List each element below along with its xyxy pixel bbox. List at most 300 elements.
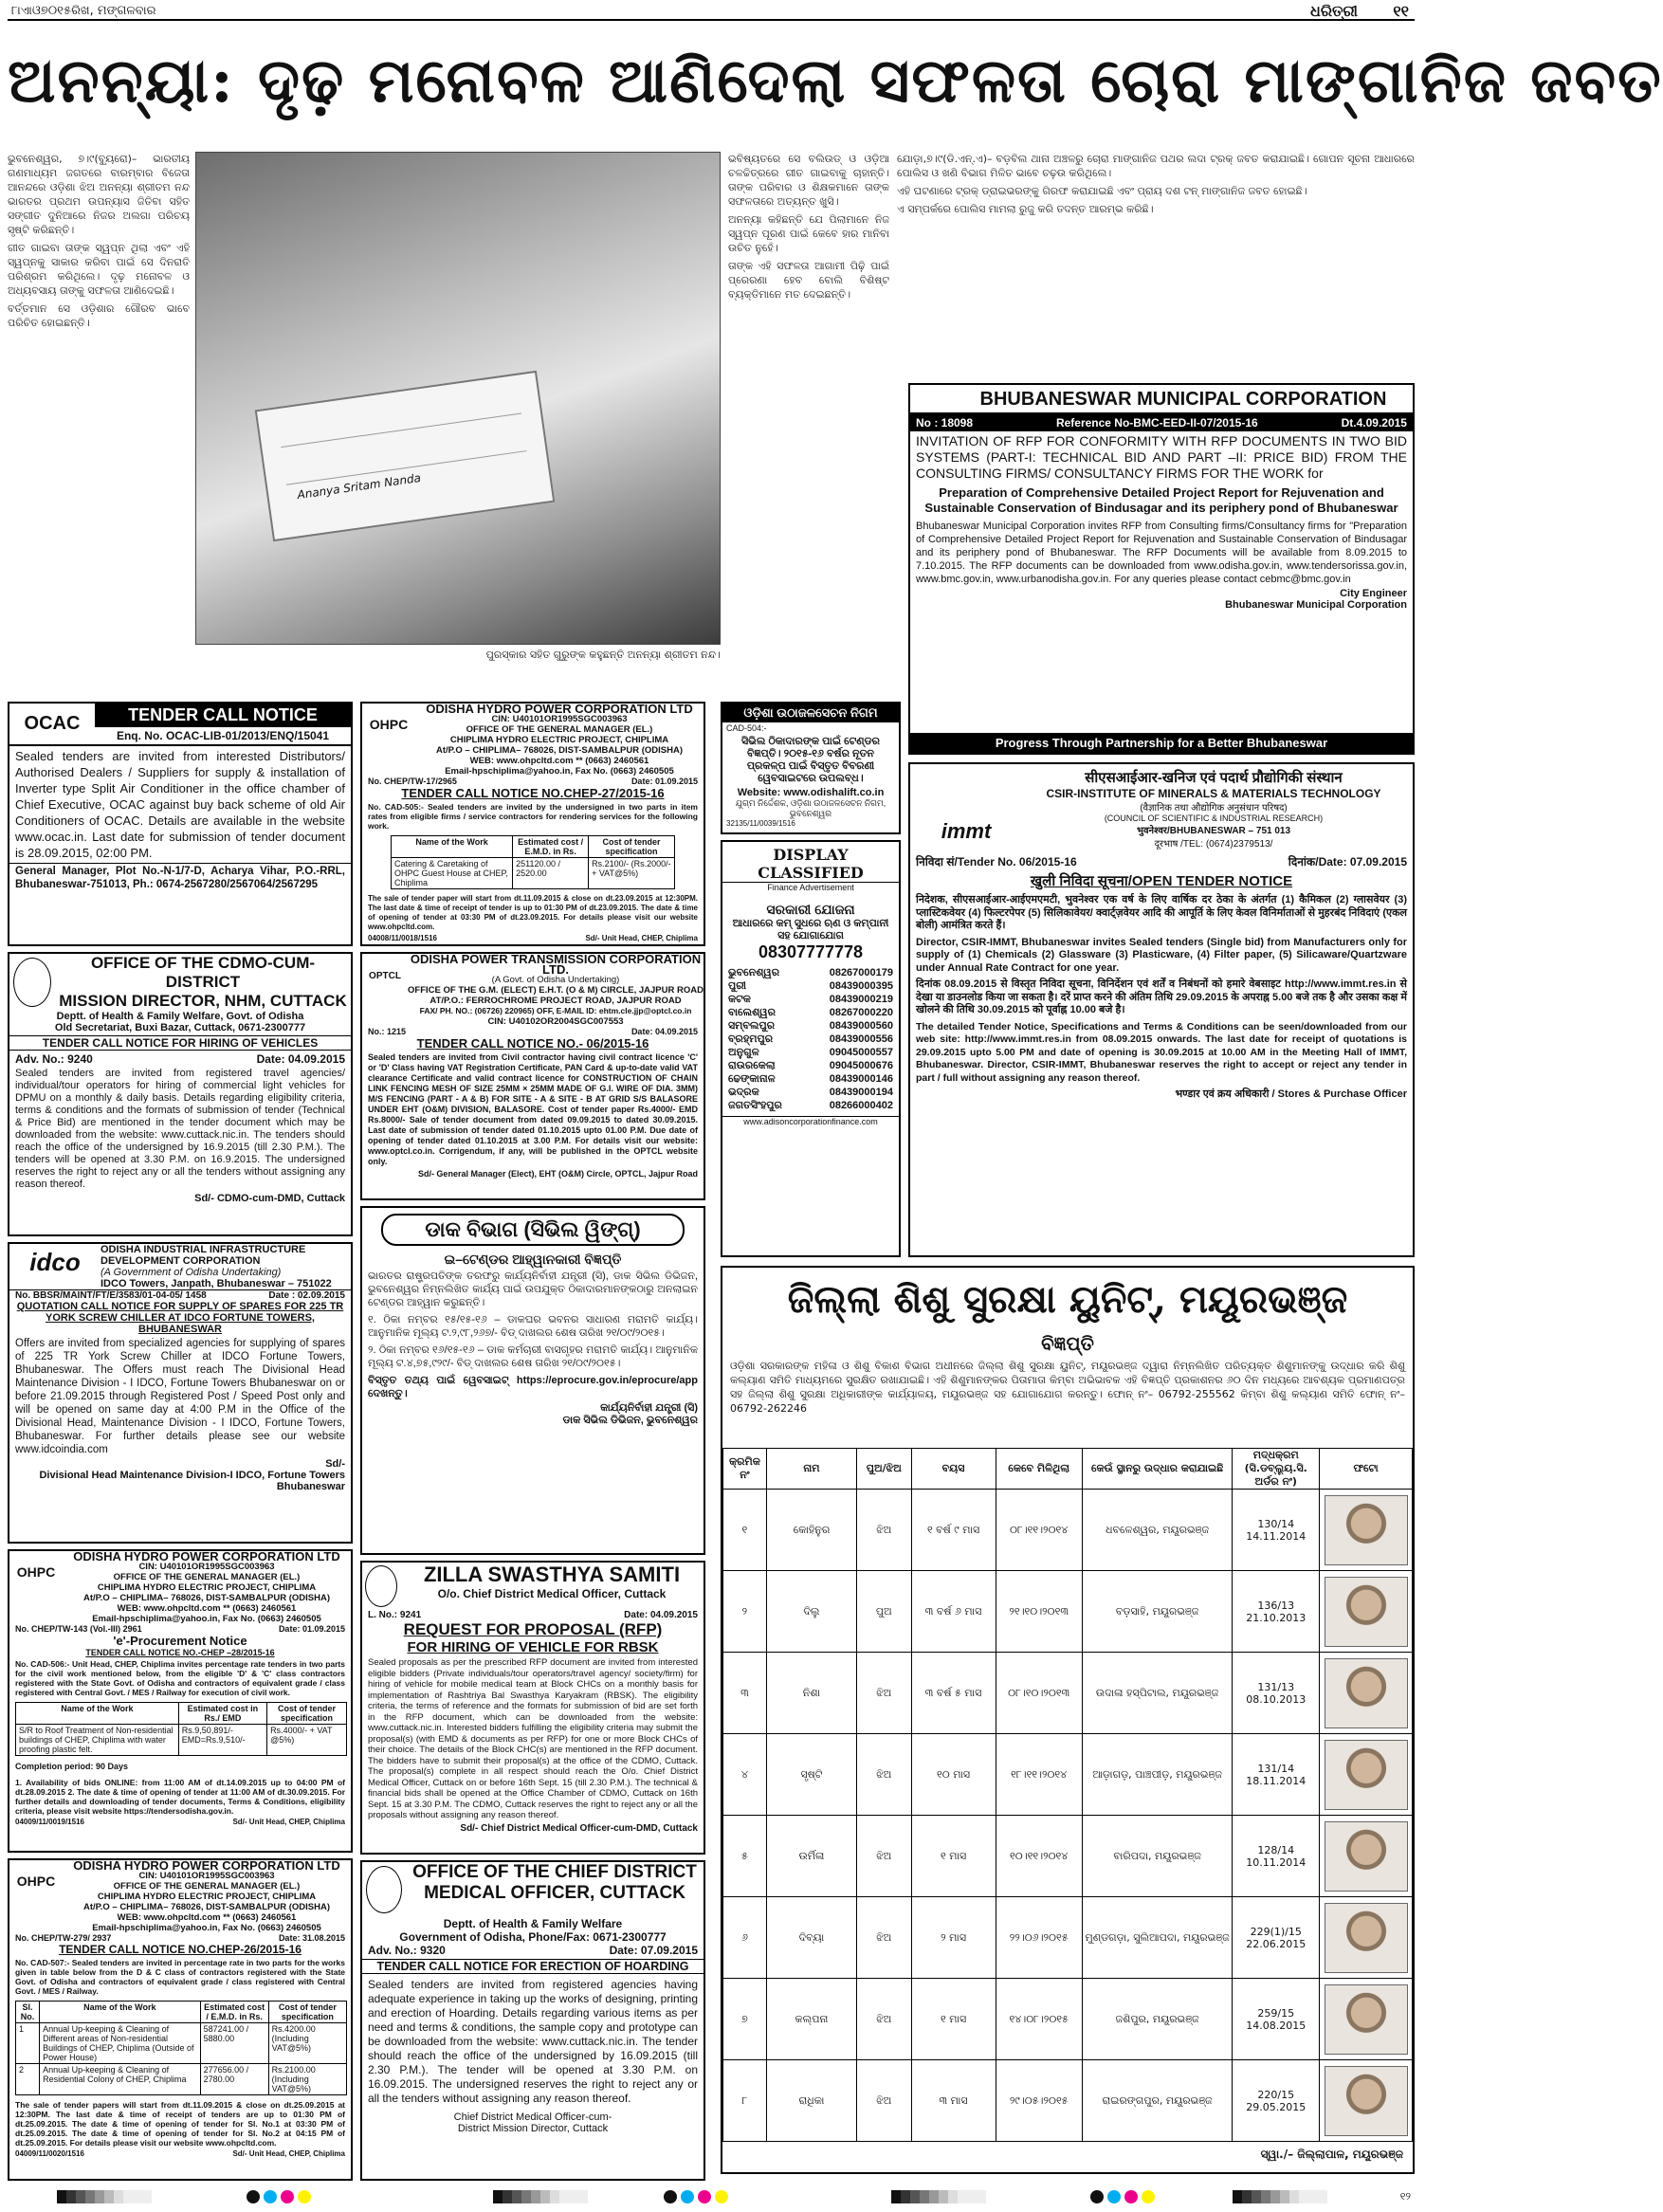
table-cell: ୧୪।୦୮।୨୦୧୫	[996, 1979, 1082, 2060]
table-cell: Rs.2100.00 (Including VAT@5%)	[268, 2064, 346, 2095]
bmc-number: No : 18098	[916, 416, 974, 430]
postal-ad	[360, 1206, 705, 1555]
paper-name: ଧରିତ୍ରୀ	[1310, 2, 1358, 20]
zss-body: Sealed proposals as per the prescribed RFP document are invited from interested eligible bidders (Private individuals/tour operators/travel agency/ society/firm) for hiring of vehicle for mobile medical team at Block CHCs on a monthly basis for implementation of Rashtriya Bal Swasthya Karyakram (RBSK). The eligibility criteria, the terms of reference and the formats for submission of bid are set forth in the RFP document, which can be downloaded from the website: www.cuttack.nic.in. Interested bidders fulfilling the eligibility criteria may submit the proposal(s) (with EMD & documents as per RFP) for one or more Block CHCs of their choice. The details of the Block CHC(s) are mentioned in the RFP document. The bidders have to submit their proposal(s) at the office of the CDMO, Cuttack. The proposal(s) complete in all respect should reach the O/o. Chief District Medical Officer, Cuttack on or before 16th Sept. 15 (till 2.30 P.M.). The technical & financial bids shall be opened at the Office Chamber of CDMO, Cuttack on 16th Sept. 15 at 3.30 P.M. The CDMO, Cuttack reserves the right to reject any or all the proposals without assigning any reason thereof.	[368, 1657, 698, 1820]
ohpc2-date: Date: 31.08.2015	[278, 1933, 345, 1943]
cdmo-hoarding-ad	[360, 1860, 705, 2181]
lift-code: 32135/11/0039/1516	[726, 819, 795, 828]
cdmo-header	[9, 954, 351, 1011]
table-cell: ୩	[723, 1653, 767, 1734]
table-cell	[1320, 1571, 1413, 1653]
zilla-signatory: ସ୍ୱା./– ଜିଲ୍ଲାପାଳ, ମୟୂରଭଞ୍ଜ	[1260, 2148, 1403, 2161]
cmyk-marks	[247, 2190, 311, 2203]
bmc-reference: Reference No-BMC-EED-II-07/2015-16	[1055, 416, 1258, 430]
immt-date: दिनांक/Date: 07.09.2015	[1288, 855, 1407, 868]
table-header-cell: Name of the Work	[40, 2002, 201, 2023]
ohpc2-office: OFFICE OF THE GENERAL MANAGER (EL.)	[113, 1881, 301, 1892]
classified-sub: Finance Advertisement	[767, 883, 854, 892]
table-cell: ମୁଣ୍ଡଗଡ଼ା, ସୁଲିଆପଦା, ମୟୂରଭଞ୍ଜ	[1082, 1897, 1233, 1979]
ohpc3-header	[362, 704, 704, 777]
table-header-cell: Sl. No.	[16, 2002, 40, 2023]
ohpc2-title-block	[63, 1860, 351, 1933]
table-cell: ଧବଳେଶ୍ୱର, ମୟୂରଭଞ୍ଜ	[1082, 1490, 1233, 1571]
table-row	[723, 1490, 1413, 1571]
ohpc1-ref: No. CHEP/TW-143 (Vol.-III) 2961	[15, 1624, 142, 1634]
table-cell: 229(1)/15 22.06.2015	[1233, 1897, 1320, 1979]
table-row	[16, 1725, 347, 1756]
yellow-dot-icon	[715, 2190, 728, 2203]
idco-header	[9, 1244, 351, 1290]
optcl-fax: FAX/ PH. NO.: (06726) 220965) OFF, E-MAIL ID: ehtm.cle.jjp@optcl.co.in	[419, 1006, 692, 1015]
optcl-signatory: Sd/- General Manager (Elect), EHT (O&M) Circle, OPTCL, Jajpur Road	[417, 1169, 698, 1179]
table-cell: ନିଶା	[766, 1653, 856, 1734]
optcl-title-block	[408, 954, 704, 1027]
idco-notice-bar: QUOTATION CALL NOTICE FOR SUPPLY OF SPARES FOR 225 TR YORK SCREW CHILLER AT IDCO FORTUNE TOWERS, BHUBANESWAR	[16, 1301, 344, 1335]
zilla-child-protection-notice	[721, 1266, 1415, 2174]
ohpc3-cin: CIN: U40101OR1995SGC003963	[491, 714, 628, 724]
postal-item: ୧. ଠିକା ନମ୍ବର ୧୫/୧୫-୧୬ – ଡାକଘର ଭବନର ସାଧାରଣ ମରାମତି କାର୍ଯ୍ୟ। ଆନୁମାନିକ ମୂଲ୍ୟ ଟ.୨,୯୮,୨୬୭/- ବିଡ୍ ଦାଖଲର ଶେଷ ତାରିଖ ୨୧/୦୯/୨୦୧୫।	[368, 1314, 698, 1339]
ohpc2-email: Email-hpschiplima@yahoo.in, Fax No. (0663) 2460505	[92, 1923, 321, 1933]
city-phone: 09045000557	[829, 1047, 893, 1058]
ocac-enquiry: Enq. No. OCAC-LIB-01/2013/ENQ/15041	[116, 729, 330, 742]
ohpc2-title: ODISHA HYDRO POWER CORPORATION LTD	[73, 1858, 340, 1873]
immt-sub-hindi: (वैज्ञानिक तथा औद्योगिक अनुसंधान परिषद)	[1140, 803, 1288, 814]
table-cell: ଉଦାଳା ହସ୍ପିଟାଲ, ମୟୂରଭଞ୍ଜ	[1082, 1653, 1233, 1734]
zss-ref-row	[362, 1610, 704, 1620]
table-cell: ରାଇରଙ୍ଗପୁର, ମୟୂରଭଞ୍ଜ	[1082, 2060, 1233, 2142]
optcl-office: OFFICE OF THE G.M. (ELECT) E.H.T. (O & M) CIRCLE, JAJPUR ROAD	[408, 985, 704, 996]
table-cell: Annual Up-keeping & Cleaning of Different areas of Non-residential Buildings of CHEP, Chiplima (Outside of Power House)	[40, 2023, 201, 2064]
zss-header	[362, 1563, 704, 1610]
table-cell: ୩ ବର୍ଷ ୫ ମାସ	[911, 1653, 996, 1734]
story-paragraph: ଯୋଡ଼ା,୭।୯(ଡି.ଏନ୍.ଏ)– ବଡ଼ବିଲ ଥାନା ଅଞ୍ଚଳରୁ ଚୋରା ମାଙ୍ଗାନିଜ ପଥର ଲଦା ଟ୍ରକ୍ ଜବତ କରାଯାଇଛି। ଗୋପନ ସୂଚନା ଆଧାରରେ ପୋଲିସ ଓ ଖଣି ବିଭାଗ ମିଳିତ ଭାବେ ଚଢ଼ଉ କରିଥିଲେ।	[897, 153, 1415, 179]
table-header-cell: Estimated cost / E.M.D. in Rs.	[513, 836, 589, 858]
lift-body: ସିଭିଲ ଠିକାଦାରଙ୍କ ପାଇଁ ଟେଣ୍ଡର ବିଜ୍ଞପ୍ତି। ୨୦୧୫-୧୬ ବର୍ଷର ନୂତନ ପ୍ରକଳ୍ପ ପାଇଁ ବିସ୍ତୃତ ବିବରଣୀ ୱେବସାଇଟରେ ଉପଲବ୍ଧ।	[740, 736, 881, 784]
ohpc3-address: At/P.O – CHIPLIMA– 768026, DIST-SAMBALPUR (ODISHA)	[435, 745, 684, 756]
story-column-1	[8, 152, 190, 679]
ohpc1-code: 04009/11/0019/1516	[15, 1817, 84, 1826]
photo-caption: ପୁରସ୍କାର ସହିତ ଗୁରୁଙ୍କ କହୁଛନ୍ତି ଅନନ୍ୟା ଶ୍ରୀତମ ନନ୍ଦ।	[485, 649, 721, 661]
immt-tender-no: निविदा सं/Tender No. 06/2015-16	[916, 855, 1077, 868]
cdmo-title-2: MISSION DIRECTOR, NHM, CUTTACK	[59, 992, 347, 1010]
issue-date: ୮ାଏାଓ୭୦୧୫ରିଖ, ମଙ୍ଗଳବାର	[11, 4, 156, 18]
child-photo	[1325, 1740, 1408, 1810]
idco-title-block	[101, 1244, 351, 1289]
postal-signatory-office: ଡାକ ସିଭିଲ ଡିଭିଜନ, ଭୁବନେଶ୍ୱର	[562, 1415, 698, 1426]
ohpc1-header	[9, 1551, 351, 1624]
table-cell: ଝିଅ	[857, 2060, 911, 2142]
ohpc3-notes: The sale of tender paper will start from dt.11.09.2015 & close on dt.23.09.2015 at 12:30PM. The last date & time of receipt of tender is up to 01:30 PM of dt.23.09.2015. The date & time of opening of tender at 03:30 PM of dt.23.09.2015. For details please visit our website www.ohpcltd.com.	[368, 894, 698, 931]
idco-title-1: ODISHA INDUSTRIAL INFRASTRUCTURE	[101, 1244, 306, 1255]
odisha-lift-ad	[721, 702, 901, 834]
table-header-cell: Name of the Work	[16, 1703, 179, 1725]
table-header-cell: Cost of tender specification	[267, 1703, 347, 1725]
zilla-table-body	[723, 1490, 1413, 2142]
story-column-3	[897, 152, 1415, 379]
city-name: ଅନୁଗୁଳ	[728, 1047, 759, 1058]
grayscale-bar	[1233, 2190, 1327, 2203]
table-cell: ଉର୍ମିଳା	[766, 1816, 856, 1897]
table-cell: ଜଶିପୁର, ମୟୂରଭଞ୍ଜ	[1082, 1979, 1233, 2060]
postal-item: ୨. ଠିକା ନମ୍ବର ୧୬/୧୫-୧୬ – ଡାକ କର୍ମଚାରୀ ବାସଗୃହର ମରାମତି କାର୍ଯ୍ୟ। ଆନୁମାନିକ ମୂଲ୍ୟ ଟ.୪,୭୫,୯୨୯/- ବିଡ୍ ଦାଖଲର ଶେଷ ତାରିଖ ୨୧/୦୯/୨୦୧୫।	[368, 1344, 698, 1369]
city-phone: 08439000560	[829, 1020, 893, 1032]
black-dot-icon	[1090, 2190, 1104, 2203]
ohpc3-unit: CHIPLIMA HYDRO ELECTRIC PROJECT, CHIPLIMA	[449, 735, 669, 745]
list-item	[728, 1033, 893, 1046]
grayscale-bar	[57, 2190, 152, 2203]
table-row	[392, 858, 675, 889]
table-cell: ୨୧।୧୦।୨୦୧୩	[996, 1571, 1082, 1653]
ohpc1-sub: TENDER CALL NOTICE NO.-CHEP –28/2015-16	[85, 1648, 275, 1657]
ohpc2-foot-row	[9, 2149, 351, 2158]
list-item	[728, 1059, 893, 1072]
postal-body: ଭାରତର ରାଷ୍ଟ୍ରପତିଙ୍କ ତରଫରୁ କାର୍ଯ୍ୟନିର୍ବାହୀ ଯନ୍ତ୍ରୀ (ସି), ଡାକ ସିଭିଲ ଡିଭିଜନ, ଭୁବନେଶ୍ୱର ନିମ୍ନଲିଖିତ କାର୍ଯ୍ୟ ପାଇଁ ଉପଯୁକ୍ତ ଠିକାଦାରମାନଙ୍କଠାରୁ ଅନଲାଇନ ଟେଣ୍ଡର ଆହ୍ୱାନ କରୁଛନ୍ତି।	[368, 1271, 698, 1308]
list-item	[728, 1006, 893, 1019]
check-name: Ananya Sritam Nanda	[296, 470, 422, 503]
footer-page-mark: ୧୨	[1399, 2190, 1411, 2203]
ohpc2-address: At/P.O – CHIPLIMA– 768026, DIST-SAMBALPUR (ODISHA)	[82, 1902, 331, 1912]
ohpc1-table	[15, 1702, 347, 1756]
story-paragraph: ଅନନ୍ୟା କହିଛନ୍ତି ଯେ ପିଲାମାନେ ନିଜ ସ୍ୱପ୍ନ ପୂରଣ ପାଇଁ କେବେ ହାର ମାନିବା ଉଚିତ ନୁହେଁ।	[728, 213, 889, 254]
immt-body-2: The detailed Tender Notice, Specifications and Terms & Conditions can be seen/downloaded from our web site: http://www.immt.res.in from 08.09.2015 onwards. The last date for receipt of quotations is 29.09.2015 upto 5.00 PM and date of opening is 30.09.2015 at 10.00 AM in the Meeting Hall of IMMT, Bhubaneswar. Director, CSIR-IMMT, Bhubaneswar reserves the right to accept or reject any tender in part / full without assigning any reason thereof.	[916, 1020, 1407, 1084]
ohpc3-code: 04008/11/0018/1516	[368, 934, 437, 942]
magenta-dot-icon	[1124, 2190, 1138, 2203]
zss-rfp-1: REQUEST FOR PROPOSAL (RFP)	[403, 1620, 663, 1638]
award-check	[255, 371, 556, 541]
idco-title-2: DEVELOPMENT CORPORATION	[101, 1255, 261, 1267]
magenta-dot-icon	[698, 2190, 711, 2203]
ohpc1-web: WEB: www.ohpcltd.com ** (0663) 2460561	[117, 1603, 297, 1614]
main-headline: ଅନନ୍ୟା: ଦୃଢ଼ ମନୋବଳ ଆଣିଦେଲା ସଫଳତା ଚୋରା ମାଙ୍ଗାନିଜ ଜବତ	[8, 46, 1663, 117]
immt-ref-row	[910, 853, 1413, 869]
table-cell: ୦୮।୧୧।୨୦୧୪	[996, 1490, 1082, 1571]
city-phone: 08439000556	[829, 1033, 893, 1045]
story-paragraph: ଭବିଷ୍ୟତରେ ସେ ବଲିଉଡ୍ ଓ ଓଡ଼ିଆ ଚଳଚ୍ଚିତ୍ରରେ ଗୀତ ଗାଇବାକୁ ଚାହାନ୍ତି। ତାଙ୍କ ପରିବାର ଓ ଶିକ୍ଷକମାନେ ତାଙ୍କ ସଫଳତାରେ ଅତ୍ୟନ୍ତ ଖୁସି।	[728, 153, 889, 208]
city-name: ବାଲେଶ୍ୱର	[728, 1007, 776, 1018]
list-item	[728, 979, 893, 993]
table-cell: 2	[16, 2064, 40, 2095]
table-cell: ସୃଷ୍ଟି	[766, 1734, 856, 1816]
optcl-address: AT/P.O.: FERROCHROME PROJECT ROAD, JAJPUR ROAD	[429, 996, 682, 1006]
black-dot-icon	[664, 2190, 677, 2203]
table-header-cell: Name of the Work	[392, 836, 513, 858]
city-phone: 08267000220	[829, 1007, 893, 1018]
ohpc1-unit: CHIPLIMA HYDRO ELECTRIC PROJECT, CHIPLIMA	[97, 1582, 317, 1593]
lift-foot: ଯୁଗ୍ମ ନିର୍ଦ୍ଦେଶକ, ଓଡ଼ିଶା ଉଠାଜଳସେଚନ ନିଗମ, ଭୁବନେଶ୍ୱର	[735, 798, 886, 818]
cdmo-date: Date: 04.09.2015	[256, 1052, 345, 1066]
table-cell: ବଡ଼ସାହି, ମୟୂରଭଞ୍ଜ	[1082, 1571, 1233, 1653]
postal-sub: ଇ–ଟେଣ୍ଡର ଆହ୍ୱାନକାରୀ ବିଜ୍ଞପ୍ତି	[444, 1252, 622, 1267]
idco-ad	[8, 1242, 353, 1544]
table-cell: 220/15 29.05.2015	[1233, 2060, 1320, 2142]
ocac-body: Sealed tenders are invited from interested Distributors/ Authorised Dealers / Suppliers for supply & installation of Inverter type Split Air Conditioner in the office chamber of Chief Executive, OCAC against buy back scheme of old Air Conditioners of OCAC. Details are available in the website www.ocac.in. Last date for submission of tender document is 28.09.2015, 02:00 PM.	[15, 749, 345, 860]
check-line	[281, 412, 521, 448]
cdmo-signatory: Sd/- CDMO-cum-DMD, Cuttack	[194, 1193, 345, 1204]
zss-rfp-ad	[360, 1561, 705, 1855]
cdmo-vehicles-ad	[8, 952, 353, 1236]
table-cell	[1320, 1734, 1413, 1816]
city-name: ବ୍ରହ୍ମପୁର	[728, 1033, 774, 1045]
city-phone: 08266000402	[829, 1100, 893, 1111]
ohpc2-logo: OHPC	[16, 1874, 56, 1889]
table-cell: ୧୮।୧୧।୨୦୧୪	[996, 1734, 1082, 1816]
table-cell	[1320, 1979, 1413, 2060]
table-cell: Catering & Caretaking of OHPC Guest House at CHEP, Chiplima	[392, 858, 513, 889]
ohpc3-title: ODISHA HYDRO POWER CORPORATION LTD	[426, 702, 693, 716]
immt-header	[910, 764, 1413, 853]
table-header-row	[392, 836, 675, 858]
ohpc1-cin: CIN: U40101OR1995SGC003963	[138, 1562, 275, 1572]
zss-signatory: Sd/- Chief District Medical Officer-cum-DMD, Cuttack	[460, 1822, 698, 1834]
story-bottom-strip	[8, 667, 721, 696]
ohpc-tender-26-ad	[8, 1858, 353, 2181]
table-cell: ୦୮।୧୦।୨୦୧୩	[996, 1653, 1082, 1734]
optcl-ref-row	[362, 1027, 704, 1036]
table-cell: ୧	[723, 1490, 767, 1571]
page-footer	[0, 2183, 1422, 2212]
immt-sub: (COUNCIL OF SCIENTIFIC & INDUSTRIAL RESEARCH)	[1104, 814, 1324, 823]
ohpc2-header	[9, 1860, 351, 1933]
table-cell: ୫	[723, 1816, 767, 1897]
cdmo2-adv: Adv. No.: 9320	[368, 1944, 446, 1957]
ohpc2-ref: No. CHEP/TW-279/ 2937	[15, 1933, 112, 1943]
page-number: ୧୧	[1393, 2, 1409, 20]
city-name: ରାଉରକେଲା	[728, 1060, 776, 1071]
table-cell: ୨୯।୦୫।୨୦୧୫	[996, 2060, 1082, 2142]
lift-title: ଓଡ଼ିଶା ଉଠାଜଳସେଚନ ନିଗମ	[722, 704, 899, 722]
table-cell: ୮	[723, 2060, 767, 2142]
table-cell: ଦିବ୍ୟା	[766, 1897, 856, 1979]
ohpc1-completion: Completion period: 90 Days	[15, 1762, 129, 1771]
classified-offer-2: ଆଧାରରେ କମ୍ ସୁଧରେ ଋଣ ଓ କମ୍ପାନୀ ସହ ଯୋଗାଯୋଗ	[732, 918, 889, 941]
ohpc1-title-block	[63, 1551, 351, 1624]
table-header-cell: Estimated cost in Rs./ EMD	[178, 1703, 266, 1725]
ocac-title-block	[95, 704, 351, 744]
child-photo	[1325, 1821, 1408, 1892]
ohpc3-foot-row	[362, 934, 704, 942]
ohpc1-notice: 'e'-Procurement Notice	[113, 1634, 247, 1648]
table-cell: 277656.00 / 2780.00	[200, 2064, 268, 2095]
cdmo-body: Sealed tenders are invited from registered travel agencies/ individual/tour operators for hiring of commercial light vehicles for DPMU on a monthly & daily basis. Details regarding eligibility criteria, terms & conditions and the formats of submission of tender (Technical & Price Bid) are mentioned in the tender document which may be downloaded from the website: www.cuttack.nic.in. The tenders should reach the office of the undersigned by 16.9.2015 (till 2.30 P.M.). The tenders will be opened at 3.30 P.M. on 16.9.2015. The undersigned reserves the right to reject any or all the tenders without assigning any reason thereof.	[15, 1068, 345, 1190]
city-phone: 08267000179	[829, 967, 893, 978]
list-item	[728, 993, 893, 1006]
ocac-header	[9, 704, 351, 746]
table-cell: 131/14 18.11.2014	[1233, 1734, 1320, 1816]
table-header-row	[16, 1703, 347, 1725]
table-cell: Rs.4200.00 (Including VAT@5%)	[268, 2023, 346, 2064]
ohpc3-body: No. CAD-505:- Sealed tenders are invited by the undersigned in two parts in item rates from eligible firms / service contractors for rendering services for the following work.	[368, 802, 698, 831]
table-cell: 587241.00 / 5880.00	[200, 2023, 268, 2064]
cdmo2-govt: Government of Odisha, Phone/Fax: 0671-2300777	[399, 1930, 667, 1944]
ohpc3-email: Email-hpschiplima@yahoo.in, Fax No. (0663) 2460505	[445, 766, 674, 777]
city-phone: 09045000676	[829, 1060, 893, 1071]
immt-heading-block	[1018, 768, 1409, 850]
cmyk-marks	[1090, 2190, 1155, 2203]
table-header-cell: Estimated cost / E.M.D. in Rs.	[200, 2002, 268, 2023]
ohpc2-ref-row	[9, 1933, 351, 1943]
ocac-title: TENDER CALL NOTICE	[95, 704, 351, 727]
list-item	[728, 1086, 893, 1099]
classified-phone: 08307777778	[758, 942, 864, 961]
immt-title: CSIR-INSTITUTE OF MINERALS & MATERIALS TECHNOLOGY	[1046, 787, 1381, 800]
table-cell: ୧ ମାସ	[911, 1979, 996, 2060]
cdmo2-ref-row	[362, 1944, 704, 1957]
table-cell: କୋହିନୁର	[766, 1490, 856, 1571]
city-name: ଭଦ୍ରକ	[728, 1087, 759, 1098]
table-cell: ୨	[723, 1571, 767, 1653]
grayscale-bar	[891, 2190, 986, 2203]
zilla-title: ଜିଲ୍ଲା ଶିଶୁ ସୁରକ୍ଷା ୟୁନିଟ୍, ମୟୂରଭଞ୍ଜ	[787, 1277, 1348, 1322]
table-cell: Annual Up-keeping & Cleaning of Residential Colony of CHEP, Chiplima	[40, 2064, 201, 2095]
idco-signatory: Divisional Head Maintenance Division-I IDCO, Fortune Towers Bhubaneswar	[39, 1470, 345, 1492]
ohpc2-code: 04009/11/0020/1516	[15, 2149, 84, 2158]
lift-website: Website: www.odishalift.co.in	[737, 787, 885, 798]
cdmo2-notice-bar: TENDER CALL NOTICE FOR ERECTION OF HOARDING	[362, 1959, 704, 1974]
child-photo	[1325, 1984, 1408, 2055]
odisha-emblem-icon	[365, 1565, 397, 1607]
cdmo2-title-1: OFFICE OF THE CHIEF DISTRICT	[412, 1862, 697, 1882]
ohpc3-ref: No. CHEP/TW-17/2965	[368, 777, 457, 786]
ohpc1-notes: 1. Availability of bids ONLINE: from 11:00 AM of dt.14.09.2015 up to 04:00 PM of dt.28.09.2015 2. The date & time of opening of tender at 11:00 AM of dt.30.09.2015. For further details and downloading of tender documents, Terms & Conditions, eligibility criteria, please visit website https://tendersodisha.gov.in.	[15, 1777, 345, 1816]
table-cell: Rs.9,50,891/- EMD=Rs.9,510/-	[178, 1725, 266, 1756]
immt-notice-heading: खुली निविदा सूचना/OPEN TENDER NOTICE	[1030, 873, 1293, 889]
ohpc2-signatory: Sd/- Unit Head, CHEP, Chiplima	[232, 2149, 345, 2158]
immt-hindi-title: सीएसआईआर-खनिज एवं पदार्थ प्रौद्योगिकी संस्थान	[1085, 770, 1343, 786]
bmc-signatory-org: Bhubaneswar Municipal Corporation	[1225, 599, 1407, 611]
table-cell: ଝିଅ	[857, 1897, 911, 1979]
table-cell: ୨ ମାସ	[911, 1897, 996, 1979]
child-photo	[1325, 1577, 1408, 1647]
table-header-cell: ପୁଅ/ଝିଅ	[857, 1449, 911, 1490]
optcl-logo: OPTCL	[369, 971, 401, 981]
city-name: ଜଗତସିଂହପୁର	[728, 1100, 782, 1111]
story-column-2	[728, 152, 889, 679]
table-cell	[1320, 1897, 1413, 1979]
optcl-notice: TENDER CALL NOTICE NO.- 06/2015-16	[416, 1036, 649, 1051]
ohpc3-table	[391, 835, 675, 889]
table-row	[723, 1734, 1413, 1816]
bmc-ref-row	[910, 414, 1413, 431]
table-cell: କଲ୍ପନା	[766, 1979, 856, 2060]
cmyk-marks	[664, 2190, 728, 2203]
yellow-dot-icon	[1142, 2190, 1155, 2203]
magenta-dot-icon	[281, 2190, 294, 2203]
cdmo-adv-no: Adv. No.: 9240	[15, 1052, 93, 1066]
ohpc2-cin: CIN: U40101OR1995SGC003963	[138, 1871, 275, 1881]
zss-title-block	[400, 1563, 704, 1610]
city-name: କଟକ	[728, 994, 751, 1005]
child-photo	[1325, 1495, 1408, 1565]
cdmo-title-block	[55, 954, 351, 1011]
ocac-ad	[8, 702, 353, 946]
ohpc1-ref-row	[9, 1624, 351, 1634]
immt-hindi-body: निदेशक, सीएसआईआर-आईएमएमटी, भुवनेश्वर एक वर्ष के लिए वार्षिक दर ठेका के अंतर्गत (1) कैमिकल (2) ग्लासवेयर (3) प्लास्टिकवेयर (4) फिल्टरपेपर (5) सिलिकावेयर/ क्वार्ट्ज़वेयर आदि की आपूर्ति के लिए केवल विनिर्माताओं से मुहरबंद निविदाएं (एकल बोली) आमंत्रित करते हैं।	[916, 894, 1407, 931]
zss-sub: O/o. Chief District Medical Officer, Cuttack	[437, 1587, 667, 1600]
ohpc1-title: ODISHA HYDRO POWER CORPORATION LTD	[73, 1549, 340, 1563]
city-name: ଢେଙ୍କାନାଳ	[728, 1073, 776, 1085]
ohpc2-sub: TENDER CALL NOTICE NO.CHEP-26/2015-16	[59, 1943, 302, 1956]
ohpc3-ref-row	[362, 777, 704, 786]
ohpc1-office: OFFICE OF THE GENERAL MANAGER (EL.)	[113, 1572, 301, 1582]
ocac-footer: General Manager, Plot No.-N-1/7-D, Acharya Vihar, P.O.-RRL, Bhubaneswar-751013, Ph.: 0674-2567280/2567064/2567295	[9, 863, 351, 893]
city-phone: 08439000146	[829, 1073, 893, 1085]
idco-ref-row	[9, 1290, 351, 1301]
ohpc3-logo: OHPC	[369, 717, 409, 732]
ohpc3-title-block	[415, 704, 704, 777]
cdmo2-body: Sealed tenders are invited from registered agencies having adequate experience in taking up the works of designing, printing and erection of Hoarding. Details regarding various items as per need and terms & conditions, the sample copy and prototype can be downloaded from the website: www.cuttack.nic.in. The tender should reach the office of the undersigned by 16.09.2015 (till 2.30 P.M.). The tender will be opened at 3.30 P.M. on 16.09.2015. The undersigned reserves the right to reject any or all the tenders without assigning any reason thereof.	[368, 1978, 698, 2105]
ohpc-eprocurement-ad	[8, 1549, 353, 1853]
ohpc1-logo: OHPC	[16, 1564, 56, 1580]
city-name: ସମ୍ବଲପୁର	[728, 1020, 776, 1032]
cdmo-title-1: OFFICE OF THE CDMO-CUM-DISTRICT	[90, 954, 316, 991]
table-row	[723, 1897, 1413, 1979]
table-cell: Rs.2100/- (Rs.2000/- + VAT@5%)	[589, 858, 675, 889]
ohpc2-body: No. CAD-507:- Sealed tenders are invited in percentage rate in two parts for the works given in table below from the D & C class of contractors registered with the State Govt. of Odisha and contractors of equivalent grade / class registered with Central Govt. / MES / Railway.	[15, 1958, 345, 1996]
table-header-cell: ନାମ	[766, 1449, 856, 1490]
table-header-cell: କ୍ରମିକ ନଂ	[723, 1449, 767, 1490]
ohpc1-foot-row	[9, 1818, 351, 1826]
immt-body: Director, CSIR-IMMT, Bhubaneswar invites Sealed tenders (Single bid) from Manufacturers only for supply of (1) Chemicals (2) Glassware (3) Plasticware, (4) Filter paper, (5) Silicaware/Quartzware under Annual Rate Contract for one year.	[916, 936, 1407, 974]
cdmo2-signatory-office: District Mission Director, Cuttack	[457, 2123, 609, 2134]
classified-city-list	[722, 962, 899, 1116]
table-header-row	[723, 1449, 1413, 1490]
zss-rfp-2: FOR HIRING OF VEHICLE FOR RBSK	[407, 1639, 659, 1655]
classified-web: www.adisoncorporationfinance.com	[722, 1116, 899, 1126]
optcl-ref: No.: 1215	[368, 1027, 407, 1036]
table-cell: ଝିଅ	[857, 1490, 911, 1571]
postal-signatory: କାର୍ଯ୍ୟନିର୍ବାହୀ ଯନ୍ତ୍ରୀ (ସି)	[600, 1402, 698, 1414]
ohpc2-unit: CHIPLIMA HYDRO ELECTRIC PROJECT, CHIPLIMA	[97, 1892, 317, 1902]
table-cell: ବାରିପଦା, ମୟୂରଭଞ୍ଜ	[1082, 1816, 1233, 1897]
idco-ref: No. BBSR/MAINT/FT/E/3583/01-04-05/ 1458	[15, 1290, 207, 1301]
table-cell: ୭	[723, 1979, 767, 2060]
cdmo2-date: Date: 07.09.2015	[609, 1944, 698, 1957]
story-paragraph: ବର୍ତ୍ତମାନ ସେ ଓଡ଼ିଶାର ଗୌରବ ଭାବେ ପରିଚିତ ହୋଇଛନ୍ତି।	[8, 302, 190, 329]
table-cell: 128/14 10.11.2014	[1233, 1816, 1320, 1897]
city-name: ଭୁବନେଶ୍ୱର	[728, 967, 780, 978]
table-cell: S/R to Roof Treatment of Non-residential buildings of CHEP, Chiplima with water proofing plastic felt.	[16, 1725, 179, 1756]
immt-ad	[908, 762, 1415, 1257]
table-cell: 251120.00 / 2520.00	[513, 858, 589, 889]
cdmo-address: Old Secretariat, Buxi Bazar, Cuttack, 0671-2300777	[54, 1022, 306, 1033]
table-row	[16, 2064, 347, 2095]
zss-ref: L. No.: 9241	[368, 1610, 422, 1620]
city-name: ପୁରୀ	[728, 980, 746, 992]
story-paragraph: ଗୀତ ଗାଇବା ତାଙ୍କ ସ୍ୱପ୍ନ ଥିଲା ଏବଂ ଏହି ସ୍ୱପ୍ନକୁ ସାକାର କରିବା ପାଇଁ ସେ ଦିନରାତି ପରିଶ୍ରମ କରିଥିଲେ। ଦୃଢ଼ ମନୋବଳ ଓ ଅଧ୍ୟବସାୟ ତାଙ୍କୁ ସଫଳତା ଆଣିଦେଇଛି।	[8, 242, 190, 297]
story-paragraph: ତାଙ୍କ ଏହି ସଫଳତା ଆଗାମୀ ପିଢ଼ି ପାଇଁ ପ୍ରେରଣା ହେବ ବୋଲି ବିଶିଷ୍ଟ ବ୍ୟକ୍ତିମାନେ ମତ ଦେଇଛନ୍ତି।	[728, 260, 889, 301]
table-header-cell: ମଦ୍ଧକ୍ରମ (ସି.ଡବ୍ଲ୍ୟୁ.ସି. ଅର୍ଡର ନଂ)	[1233, 1449, 1320, 1490]
table-row	[723, 1653, 1413, 1734]
ohpc3-date: Date: 01.09.2015	[630, 777, 698, 786]
table-row	[723, 1816, 1413, 1897]
table-row	[723, 2060, 1413, 2142]
story-paragraph: ଏ ସମ୍ପର୍କରେ ପୋଲିସ ମାମଲା ରୁଜୁ କରି ତଦନ୍ତ ଆରମ୍ଭ କରିଛି।	[897, 203, 1154, 215]
idco-date: Date : 02.09.2015	[268, 1290, 345, 1301]
bmc-body: Bhubaneswar Municipal Corporation invites RFP from Consulting firms/Consultancy firms for "Preparation of Comprehensive Detailed Project Report for Rejuvenation and Sustainable Conservation of Bindusagar and its periphery pond of Bhubaneswar. The RFP Documents will be available from 8.09.2015 to 7.10.2015. The RFP documents can be downloaded from www.odisha.gov.in, www.tendersorissa.gov.in, www.bmc.gov.in, www.urbanodisha.gov.in. For any queries please contact cebmc@bmc.gov.in	[916, 521, 1407, 585]
table-header-cell: କେଉଁ ସ୍ଥାନରୁ ଉଦ୍ଧାର କରାଯାଇଛି	[1082, 1449, 1233, 1490]
table-header-cell: Cost of tender specification	[589, 836, 675, 858]
story-paragraph: ଏହି ଘଟଣାରେ ଟ୍ରକ୍ ଡ୍ରାଇଭରଙ୍କୁ ଗିରଫ କରାଯାଇଛି ଏବଂ ପ୍ରାୟ ଦଶ ଟନ୍ ମାଙ୍ଗାନିଜ ଜବତ ହୋଇଛି।	[897, 185, 1307, 197]
table-cell: ୨୨।୦୬।୨୦୧୫	[996, 1897, 1082, 1979]
list-item	[728, 966, 893, 979]
child-photo	[1325, 2066, 1408, 2136]
list-item	[728, 1072, 893, 1086]
immt-signatory: भण्डार एवं क्रय अधिकारी / Stores & Purchase Officer	[1175, 1088, 1407, 1100]
bmc-signatory-title: City Engineer	[1340, 588, 1407, 599]
table-cell: 1	[16, 2023, 40, 2064]
display-classified-ad	[721, 840, 901, 1257]
cdmo2-signatory: Chief District Medical Officer-cum-	[453, 2111, 612, 2123]
